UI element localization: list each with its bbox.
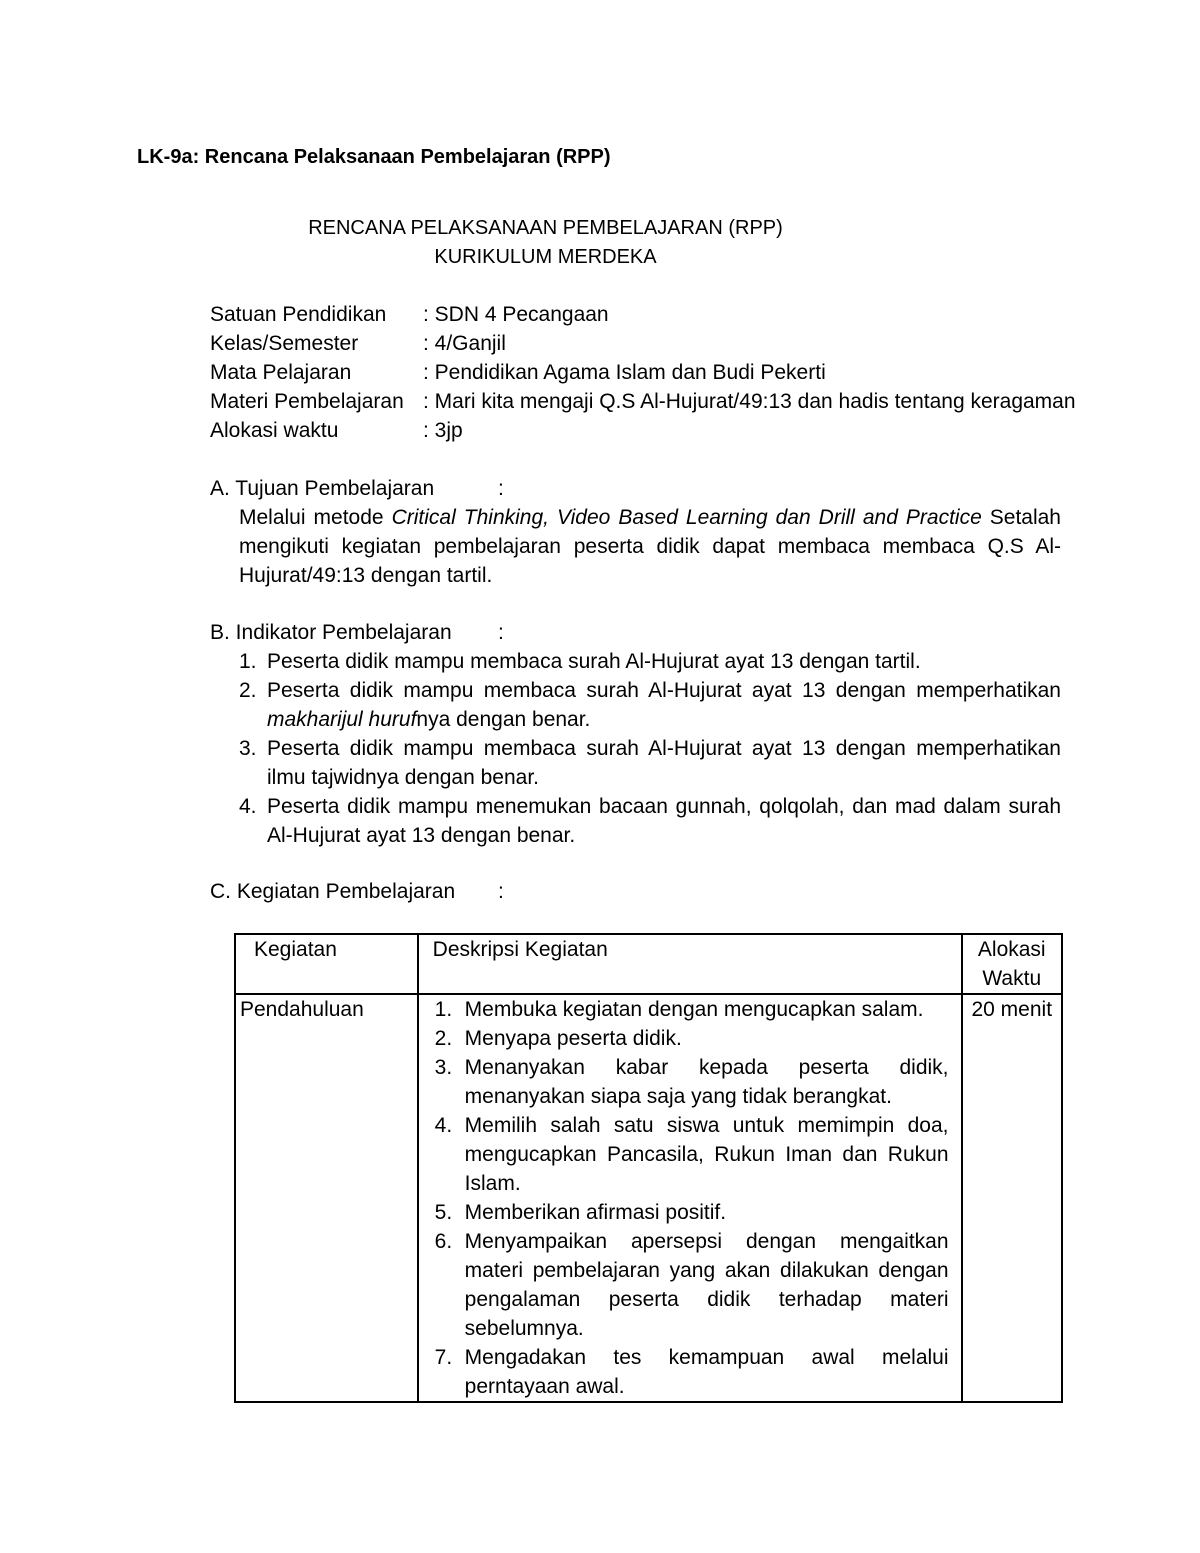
list-number: 1. [434,998,453,1021]
list-item [239,792,1061,850]
list-item-text: Memilih salah satu siswa untuk memimpin doa, mengucapkan Pancasila, Rukun Iman dan Rukun Islam. [464,1114,949,1195]
list-number: 2. [239,679,257,702]
list-item [423,995,957,1024]
rpp-heading: RENCANA PELAKSANAAN PEMBELAJARAN (RPP) [308,217,783,239]
activity-table [234,933,1063,1403]
list-number: 1. [239,650,257,673]
list-item-italic-text: makharijul huruf [267,708,417,731]
identity-value: : Mari kita mengaji Q.S Al-Hujurat/49:13 dan hadis tentang keragaman [423,390,1076,413]
list-item-text: Peserta didik mampu membaca surah Al-Hujurat ayat 13 dengan tartil. [267,650,921,673]
document-title: LK-9a: Rencana Pelaksanaan Pembelajaran (RPP) [137,146,611,168]
indicator-list [239,647,1061,850]
list-item-text: Menanyakan kabar kepada peserta didik, menanyakan siapa saja yang tidak berangkat. [464,1056,949,1108]
table-header: Alokasi Waktu [962,934,1062,994]
paragraph-text: Melalui metode [239,506,392,529]
list-item [423,1343,957,1401]
activity-steps [423,995,957,1401]
table-header-row [235,934,1062,994]
identity-label: Materi Pembelajaran [210,390,404,413]
list-item-text: Menyampaikan apersepsi dengan mengaitkan materi pembelajaran yang akan dilakukan dengan pengalaman peserta didik terhadap materi sebelumnya. [464,1230,949,1340]
list-item [423,1227,957,1343]
curriculum-heading: KURIKULUM MERDEKA [434,246,657,268]
section-b-colon: : [498,621,504,644]
section-a-heading: A. Tujuan Pembelajaran [210,477,435,500]
list-number: 6. [434,1230,453,1253]
section-a-colon: : [498,477,504,500]
activity-description [418,994,962,1402]
list-item [239,676,1061,734]
section-c-colon: : [498,880,504,903]
list-item [423,1198,957,1227]
list-item-text: Peserta didik mampu menemukan bacaan gunnah, qolqolah, dan mad dalam surah Al-Hujurat ayat 13 dengan benar. [267,795,1061,847]
activity-name: Pendahuluan [235,994,418,1402]
identity-value: : Pendidikan Agama Islam dan Budi Pekerti [423,361,826,384]
identity-label: Kelas/Semester [210,332,359,355]
list-number: 3. [434,1056,453,1079]
table-row [235,994,1062,1402]
table-header: Kegiatan [235,934,418,994]
list-item-text: Peserta didik mampu membaca surah Al-Hujurat ayat 13 dengan memperhatikan [267,679,1061,702]
list-item-text: Peserta didik mampu membaca surah Al-Hujurat ayat 13 dengan memperhatikan ilmu tajwidnya dengan benar. [267,737,1061,789]
list-item-text: Membuka kegiatan dengan mengucapkan salam. [464,998,924,1021]
paragraph-italic-text: Critical Thinking, Video Based Learning dan Drill and Practice [391,506,982,529]
list-number: 4. [239,795,257,818]
list-number: 5. [434,1201,453,1224]
identity-label: Alokasi waktu [210,419,339,442]
section-b-heading: B. Indikator Pembelajaran [210,621,452,644]
list-item-text: Memberikan afirmasi positif. [464,1201,727,1224]
list-item-text: Mengadakan tes kemampuan awal melalui perntayaan awal. [464,1346,949,1398]
identity-value: : 4/Ganjil [423,332,506,355]
identity-value: : SDN 4 Pecangaan [423,303,609,326]
identity-label: Mata Pelajaran [210,361,352,384]
section-c-heading: C. Kegiatan Pembelajaran [210,880,456,903]
list-item [239,734,1061,792]
section-a-paragraph [239,503,1061,590]
list-item [423,1111,957,1198]
list-item [239,647,1061,676]
table-header: Deskripsi Kegiatan [418,934,962,994]
list-item-text: nya dengan benar. [416,708,591,731]
list-number: 4. [434,1114,453,1137]
identity-label: Satuan Pendidikan [210,303,387,326]
list-number: 7. [434,1346,453,1369]
list-number: 2. [434,1027,453,1050]
list-item-text: Menyapa peserta didik. [464,1027,682,1050]
activity-duration: 20 menit [962,994,1062,1402]
paragraph-text: Setalah mengikuti kegiatan pembelajaran peserta didik dapat membaca membaca Q.S Al-Hujurat/49:13 dengan tartil. [239,506,1061,587]
list-item [423,1053,957,1111]
identity-value: : 3jp [423,419,463,442]
list-number: 3. [239,737,257,760]
list-item [423,1024,957,1053]
